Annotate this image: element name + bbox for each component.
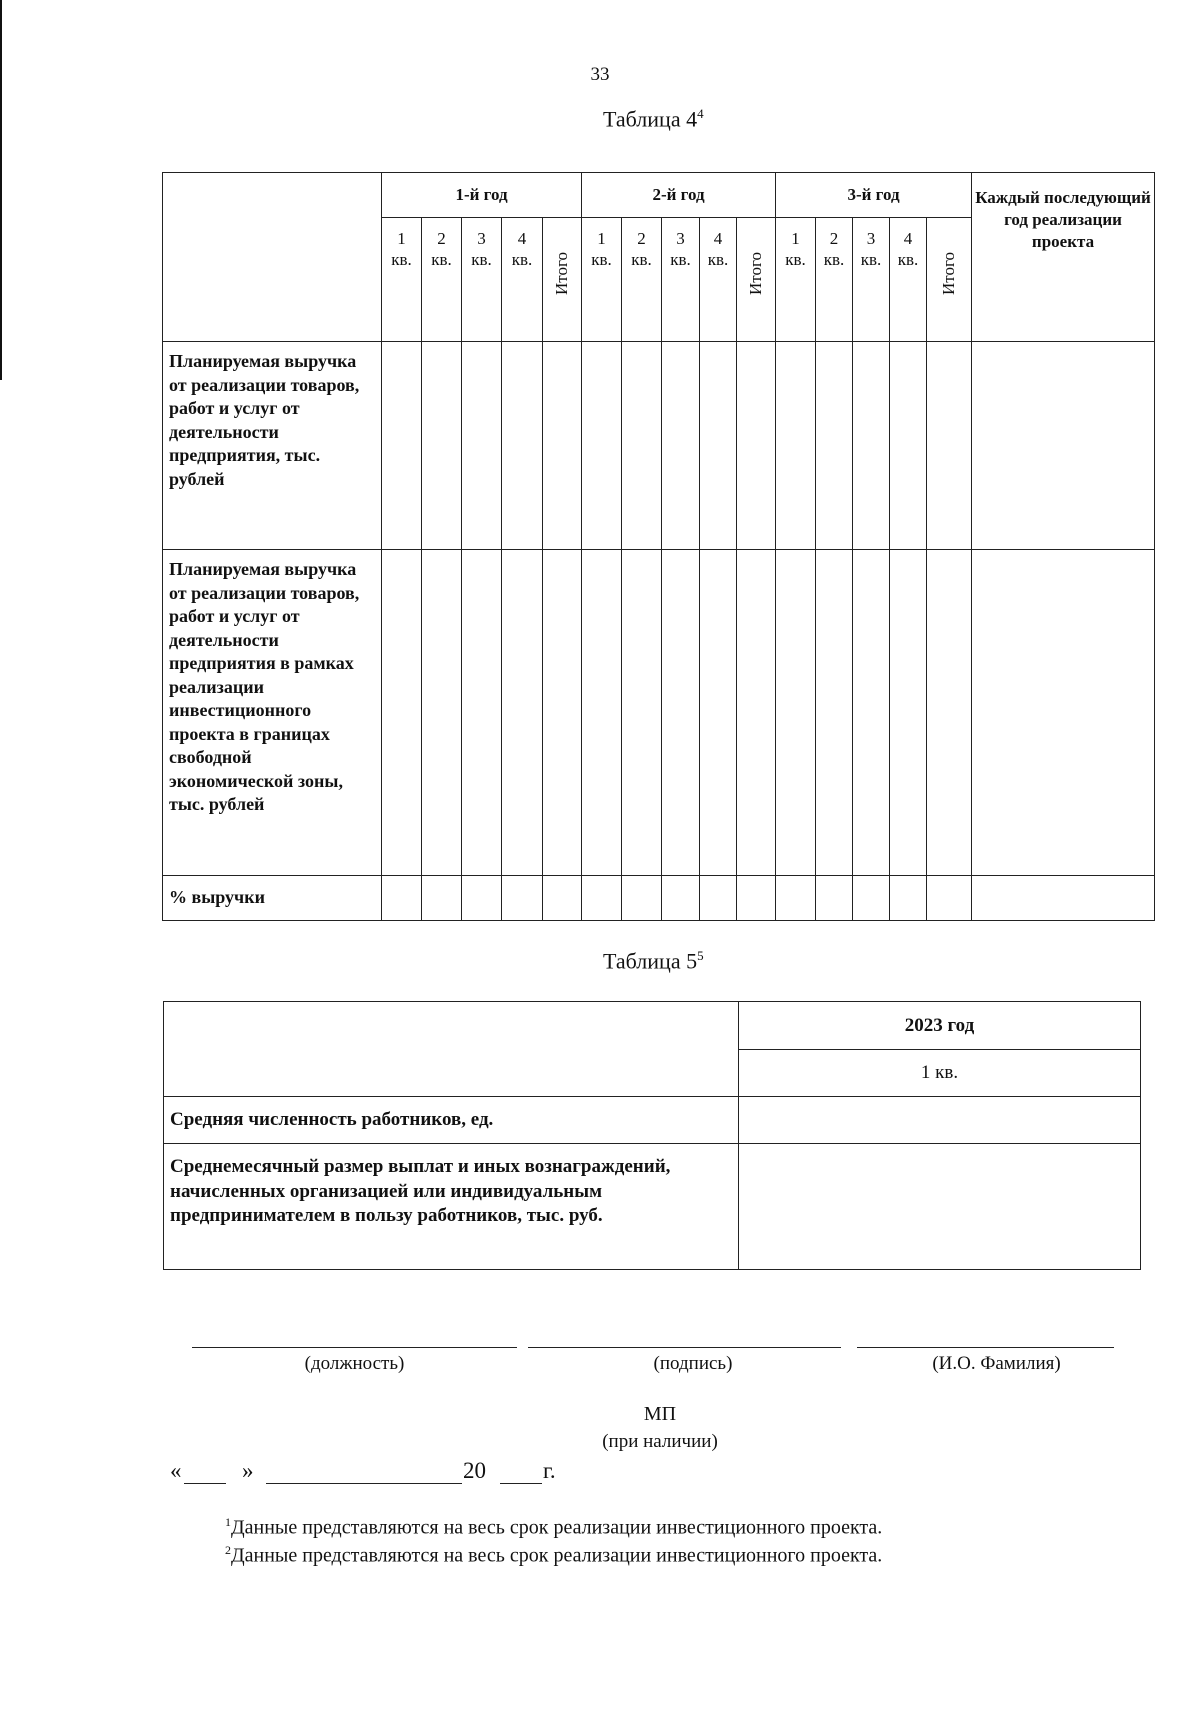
year-2-header: 2-й год	[582, 173, 776, 218]
date-year-field[interactable]	[500, 1483, 542, 1484]
avg-payments-value-cell	[739, 1144, 1141, 1270]
y1-q2-header: 2 кв.	[422, 218, 462, 342]
footnote-1-num: 1	[225, 1515, 231, 1529]
row-label-revenue-percent: % выручки	[163, 876, 382, 921]
table-row	[164, 1097, 1141, 1144]
table4-title-text: Таблица 4	[603, 106, 698, 132]
table5-corner-cell	[164, 1002, 739, 1097]
position-caption: (должность)	[304, 1353, 405, 1374]
y1-total-header: Итого	[543, 218, 582, 342]
date-month-field[interactable]	[266, 1483, 462, 1484]
row2-next-year-cell	[972, 550, 1155, 876]
seal-label: МП	[643, 1403, 677, 1425]
year-1-header: 1-й год	[382, 173, 582, 218]
each-next-year-header: Каждый последующий год реализации проекта	[972, 173, 1155, 342]
table4-title-sup: 4	[697, 106, 704, 121]
signature-caption: (подпись)	[653, 1353, 733, 1374]
table-row	[164, 1144, 1141, 1270]
y3-q3-header: 3 кв.	[853, 218, 890, 342]
date-line	[170, 1458, 620, 1488]
name-line[interactable]	[857, 1347, 1114, 1348]
footnote-2-text: Данные представляются на весь срок реализации инвестиционного проекта.	[231, 1544, 883, 1567]
scan-edge-line	[0, 0, 2, 380]
y3-q1-header: 1 кв.	[776, 218, 816, 342]
table5-quarter-header: 1 кв.	[739, 1050, 1141, 1097]
y1-q3-header: 3 кв.	[462, 218, 502, 342]
date-year-suffix: г.	[543, 1458, 556, 1483]
table5-year-header: 2023 год	[739, 1002, 1141, 1050]
table4-corner-cell	[163, 173, 382, 342]
row-label-revenue: Планируемая выручка от реализации товаров, работ и услуг от деятельности предприятия, тыс. рублей	[163, 342, 382, 550]
y2-q3-header: 3 кв.	[662, 218, 700, 342]
y2-q1-header: 1 кв.	[582, 218, 622, 342]
year-3-header: 3-й год	[776, 173, 972, 218]
date-day-field[interactable]	[184, 1483, 226, 1484]
y1-q4-header: 4 кв.	[502, 218, 543, 342]
row-label-avg-payments: Среднемесячный размер выплат и иных вознаграждений, начисленных организацией или индивидуальным предпринимателем в пользу работников, тыс. руб.	[164, 1144, 739, 1270]
table5	[163, 1001, 1141, 1270]
table5-title-sup: 5	[697, 948, 704, 963]
date-year-prefix: 20	[463, 1458, 486, 1483]
table-row	[163, 876, 1155, 921]
footnote-1-text: Данные представляются на весь срок реализации инвестиционного проекта.	[231, 1516, 883, 1539]
y3-q2-header: 2 кв.	[816, 218, 853, 342]
table-row	[163, 550, 1155, 876]
y3-total-header: Итого	[927, 218, 972, 342]
signature-line[interactable]	[528, 1347, 841, 1348]
name-caption: (И.О. Фамилия)	[932, 1353, 1061, 1374]
avg-headcount-value-cell	[739, 1097, 1141, 1144]
date-close-quote: »	[242, 1458, 254, 1483]
y2-q4-header: 4 кв.	[700, 218, 737, 342]
y2-q2-header: 2 кв.	[622, 218, 662, 342]
y1-q1-header: 1 кв.	[382, 218, 422, 342]
page-number: 33	[590, 64, 610, 85]
position-line[interactable]	[192, 1347, 517, 1348]
table5-title-text: Таблица 5	[603, 948, 698, 974]
table-row	[163, 342, 1155, 550]
footnote-1	[225, 1515, 882, 1540]
table5-title	[603, 948, 704, 974]
y3-q4-header: 4 кв.	[890, 218, 927, 342]
row-label-revenue-sez: Планируемая выручка от реализации товаров, работ и услуг от деятельности предприятия в рамках реализации инвестиционного проекта в границах свободной экономической зоны, тыс. рублей	[163, 550, 382, 876]
row3-next-year-cell	[972, 876, 1155, 921]
row1-next-year-cell	[972, 342, 1155, 550]
table4	[162, 172, 1155, 921]
y2-total-header: Итого	[737, 218, 776, 342]
table4-title	[603, 106, 704, 132]
row-label-avg-headcount: Средняя численность работников, ед.	[164, 1097, 739, 1144]
date-open-quote: «	[170, 1458, 182, 1483]
footnote-2-num: 2	[225, 1543, 231, 1557]
seal-note: (при наличии)	[602, 1431, 718, 1452]
footnote-2	[225, 1543, 882, 1568]
